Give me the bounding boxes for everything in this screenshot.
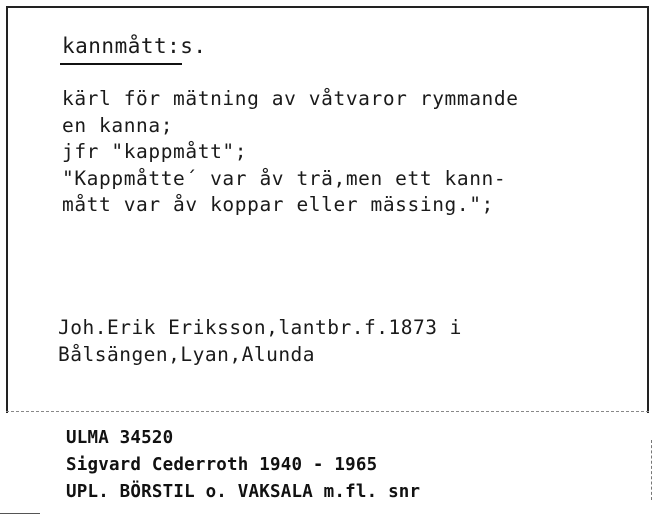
headword: kannmått:s. <box>62 34 207 58</box>
definition-line: en kanna; <box>62 113 174 137</box>
archive-location: UPL. BÖRSTIL o. VAKSALA m.fl. snr <box>66 482 421 502</box>
headword-underline <box>60 63 182 65</box>
archive-stamp <box>66 425 420 506</box>
definition-line: mått var åv koppar eller mässing."; <box>62 193 494 216</box>
informant-line: Joh.Erik Eriksson,lantbr.f.1873 i <box>58 316 462 339</box>
definition-line: jfr "kappmått"; <box>62 140 248 163</box>
definition-block <box>62 86 519 219</box>
archive-record-id: ULMA 34520 <box>66 428 174 448</box>
scan-edge-mark <box>0 513 40 514</box>
definition-line: kärl för mätning av våtvaror rymmande <box>62 87 519 110</box>
definition-line: "Kappmåtte´ var åv trä,men ett kann- <box>62 166 507 190</box>
scan-edge-mark <box>651 440 654 500</box>
archive-collector: Sigvard Cederroth 1940 - 1965 <box>66 455 378 475</box>
informant-block <box>58 314 462 368</box>
card-bottom-edge <box>6 411 649 412</box>
informant-line: Bålsängen,Lyan,Alunda <box>58 343 316 366</box>
